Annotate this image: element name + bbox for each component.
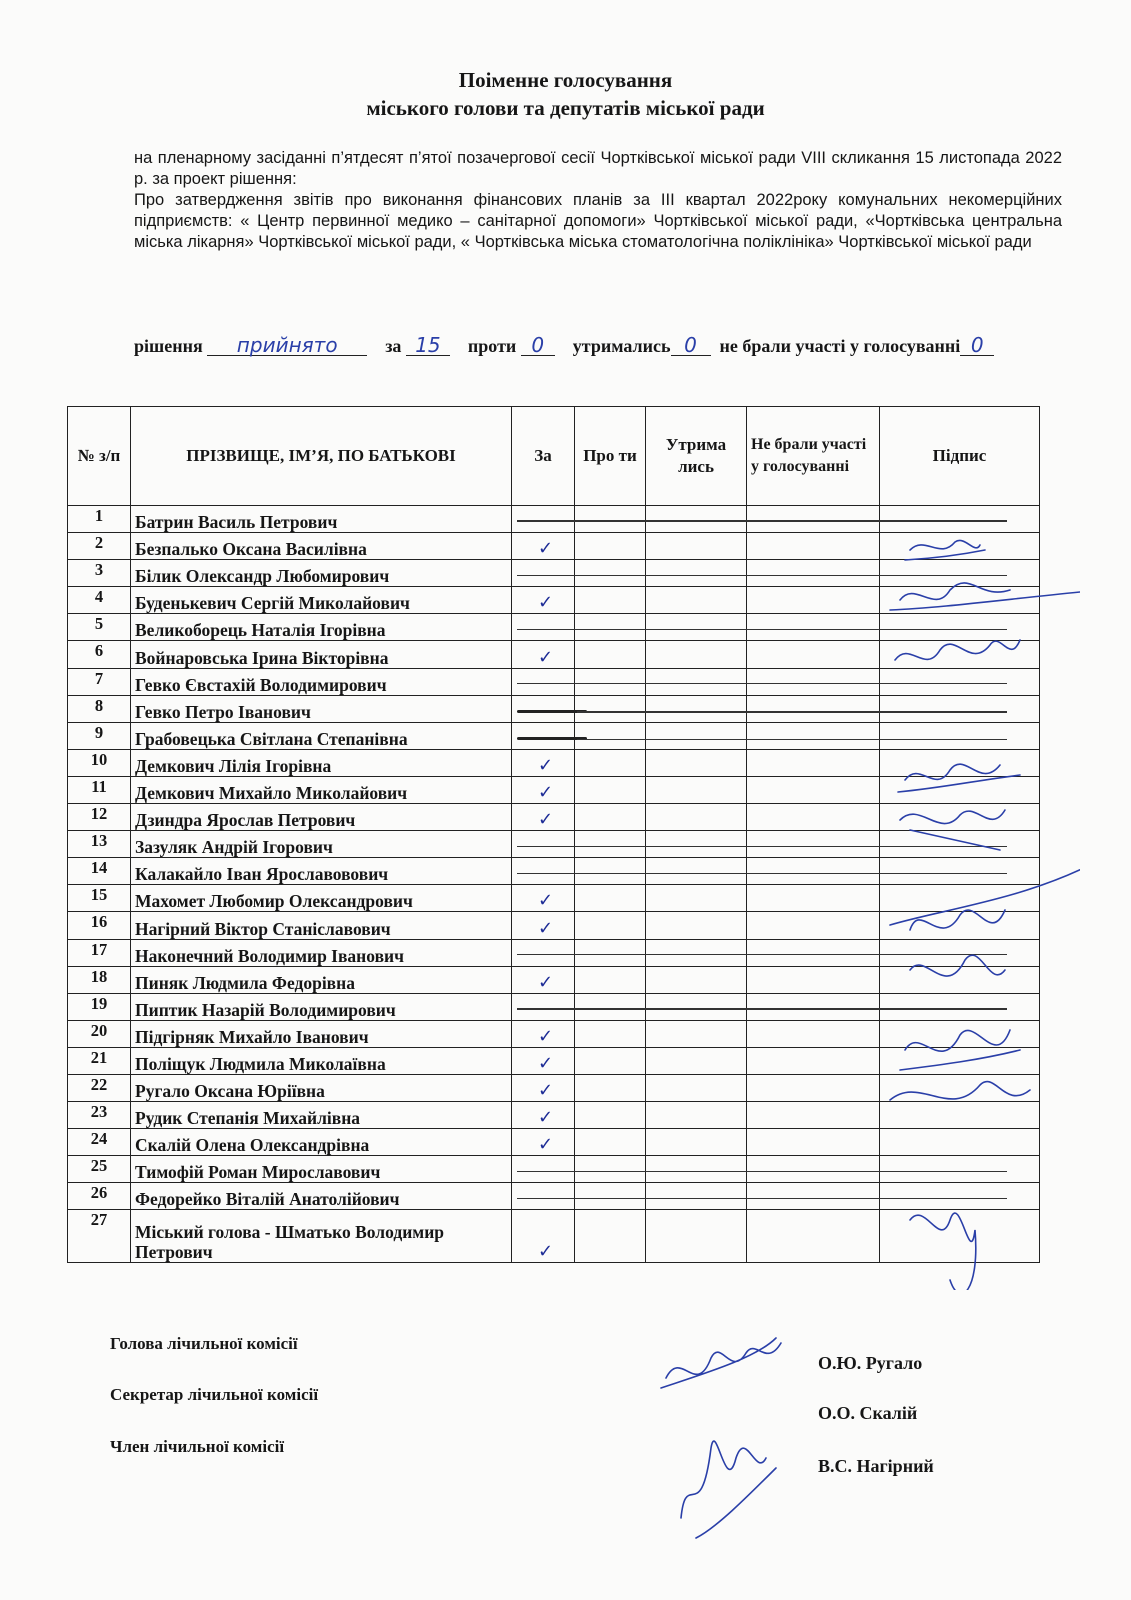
- vote-against-cell: [575, 1020, 646, 1047]
- vote-abstained-cell: [646, 722, 747, 749]
- row-number: 25: [68, 1156, 131, 1183]
- check-mark-icon: ✓: [538, 1107, 554, 1129]
- vote-against-cell: [575, 695, 646, 722]
- signature-scribble: [898, 764, 1020, 792]
- vote-for-cell: [512, 804, 575, 831]
- vote-for-cell: [512, 1183, 575, 1210]
- member-name: Нагірний Віктор Станіславович: [131, 912, 512, 939]
- vote-against-cell: [575, 749, 646, 776]
- vote-for-cell: [512, 912, 575, 939]
- for-label: за: [385, 336, 402, 356]
- row-number: 2: [68, 533, 131, 560]
- check-mark-icon: ✓: [538, 592, 554, 614]
- commission-signatures: [656, 1318, 816, 1548]
- signature-scribble: [910, 1213, 976, 1290]
- session-info: на пленарному засіданні п’ятдесят п’ятої позачергової сесії Чортківської міської ради VIII скликання 15 листопада 2022 р. за проект рішення:: [134, 149, 1062, 188]
- check-mark-icon: ✓: [538, 782, 554, 804]
- vote-abstained-cell: [646, 695, 747, 722]
- row-number: 8: [68, 695, 131, 722]
- signature-scribble: [905, 540, 985, 560]
- row-number: 20: [68, 1020, 131, 1047]
- check-mark-icon: ✓: [538, 646, 554, 668]
- vote-for-cell: [512, 831, 575, 858]
- vote-against-cell: [575, 939, 646, 966]
- vote-abstained-cell: [646, 749, 747, 776]
- vote-against-cell: [575, 1183, 646, 1210]
- vote-against-cell: [575, 831, 646, 858]
- signature-scribble: [910, 955, 1005, 976]
- member-name: В.С. Нагірний: [818, 1456, 934, 1476]
- vote-abstained-cell: [646, 1210, 747, 1263]
- not-voted-cell: [747, 1210, 880, 1263]
- member-name: Федорейко Віталій Анатолійович: [131, 1183, 512, 1210]
- signature-scribble: [890, 865, 1080, 930]
- member-name: Підгірняк Михайло Іванович: [131, 1020, 512, 1047]
- row-number: 17: [68, 939, 131, 966]
- check-mark-icon: ✓: [538, 1134, 554, 1156]
- not-voted-cell: [747, 939, 880, 966]
- vote-abstained-cell: [646, 1129, 747, 1156]
- not-voted-cell: [747, 533, 880, 560]
- vote-for-cell: [512, 533, 575, 560]
- row-number: 12: [68, 804, 131, 831]
- vote-against-cell: [575, 1156, 646, 1183]
- vote-for-cell: [512, 722, 575, 749]
- counting-commission-member-label: Член лічильної комісії: [110, 1437, 285, 1456]
- vote-abstained-cell: [646, 939, 747, 966]
- member-name: Грабовецька Світлана Степанівна: [131, 722, 512, 749]
- vote-against-cell: [575, 966, 646, 993]
- vote-against-cell: [575, 641, 646, 668]
- vote-against-cell: [575, 668, 646, 695]
- session-description: [134, 148, 1062, 253]
- row-number: 9: [68, 722, 131, 749]
- signature-scribble: [890, 1082, 1030, 1100]
- member-name: Ругало Оксана Юріївна: [131, 1074, 512, 1101]
- signature-cell: [880, 506, 1040, 533]
- row-number: 1: [68, 506, 131, 533]
- row-number: 13: [68, 831, 131, 858]
- table-row: [68, 506, 1040, 533]
- vote-abstained-cell: [646, 993, 747, 1020]
- not-voted-cell: [747, 1074, 880, 1101]
- vote-for-cell: [512, 966, 575, 993]
- member-name: Демкович Михайло Миколайович: [131, 776, 512, 803]
- member-name: Гевко Петро Іванович: [131, 695, 512, 722]
- member-name: Міський голова - Шматько Володимир Петрович: [131, 1210, 512, 1263]
- against-count: 0: [521, 335, 555, 356]
- row-number: 23: [68, 1102, 131, 1129]
- row-number: 18: [68, 966, 131, 993]
- check-mark-icon: ✓: [538, 1052, 554, 1074]
- decision-label: рішення: [134, 336, 203, 356]
- row-number: 10: [68, 749, 131, 776]
- abstained-label: утримались: [572, 336, 671, 356]
- not-voted-cell: [747, 749, 880, 776]
- vote-for-cell: [512, 1047, 575, 1074]
- for-count: 15: [406, 335, 450, 356]
- vote-abstained-cell: [646, 776, 747, 803]
- abstained-count: 0: [671, 335, 711, 356]
- vote-for-cell: [512, 587, 575, 614]
- vote-abstained-cell: [646, 966, 747, 993]
- vote-for-cell: [512, 506, 575, 533]
- row-number: 24: [68, 1129, 131, 1156]
- vote-abstained-cell: [646, 1102, 747, 1129]
- vote-abstained-cell: [646, 1156, 747, 1183]
- not-voted-label: не брали участі у голосуванні: [719, 336, 961, 356]
- member-name: Войнаровська Ірина Вікторівна: [131, 641, 512, 668]
- vote-for-cell: [512, 885, 575, 912]
- vote-against-cell: [575, 1047, 646, 1074]
- chair-name: О.Ю. Ругало: [818, 1353, 923, 1373]
- not-voted-cell: [747, 1102, 880, 1129]
- not-voted-cell: [747, 858, 880, 885]
- decision-summary: [134, 334, 1062, 358]
- vote-abstained-cell: [646, 506, 747, 533]
- vote-abstained-cell: [646, 560, 747, 587]
- header-against: Про ти: [575, 407, 646, 506]
- member-name: Наконечний Володимир Іванович: [131, 939, 512, 966]
- member-name: Батрин Василь Петрович: [131, 506, 512, 533]
- not-voted-cell: [747, 804, 880, 831]
- vote-for-cell: [512, 858, 575, 885]
- header-for: За: [512, 407, 575, 506]
- signatures-column: [880, 530, 1080, 1290]
- vote-against-cell: [575, 533, 646, 560]
- vote-abstained-cell: [646, 912, 747, 939]
- vote-against-cell: [575, 885, 646, 912]
- not-voted-cell: [747, 587, 880, 614]
- signature-scribble: [900, 1030, 1020, 1070]
- absence-dash-mark: [517, 520, 1007, 522]
- row-number: 22: [68, 1074, 131, 1101]
- vote-for-cell: [512, 641, 575, 668]
- document-title-line1: Поіменне голосування: [458, 68, 673, 92]
- signature-scribble: [900, 810, 1005, 850]
- member-name: Гевко Євстахій Володимирович: [131, 668, 512, 695]
- header-signature: Підпис: [880, 407, 1040, 506]
- vote-abstained-cell: [646, 1047, 747, 1074]
- member-name: Демкович Лілія Ігорівна: [131, 749, 512, 776]
- vote-for-cell: [512, 1129, 575, 1156]
- row-number: 6: [68, 641, 131, 668]
- header-abstained: Утрима лись: [646, 407, 747, 506]
- row-number: 4: [68, 587, 131, 614]
- member-name: Білик Олександр Любомирович: [131, 560, 512, 587]
- not-voted-cell: [747, 885, 880, 912]
- check-mark-icon: ✓: [538, 917, 554, 939]
- check-mark-icon: ✓: [538, 754, 554, 776]
- not-voted-cell: [747, 614, 880, 641]
- counting-commission-chair-label: Голова лічильної комісії: [110, 1334, 298, 1353]
- not-voted-cell: [747, 1047, 880, 1074]
- vote-against-cell: [575, 1210, 646, 1263]
- member-name: Тимофій Роман Мирославович: [131, 1156, 512, 1183]
- vote-for-cell: [512, 614, 575, 641]
- header-not-voted: Не брали участі у голосуванні: [747, 407, 880, 506]
- vote-abstained-cell: [646, 1183, 747, 1210]
- secretary-name: О.О. Скалій: [818, 1403, 918, 1423]
- vote-against-cell: [575, 560, 646, 587]
- row-number: 14: [68, 858, 131, 885]
- vote-against-cell: [575, 614, 646, 641]
- draft-decision-subject: Про затвердження звітів про виконання фінансових планів за ІІІ квартал 2022року комунальних некомерційних підприємств: « Центр первинної медико – санітарної допомоги» Чортківської міської ради, «Чортківська центральна міська лікарня» Чортківської міської ради, « Чортківська міська стоматологічна поліклініка» Чортківської міської ради: [134, 191, 1062, 251]
- vote-abstained-cell: [646, 614, 747, 641]
- not-voted-cell: [747, 912, 880, 939]
- member-name: Поліщук Людмила Миколаївна: [131, 1047, 512, 1074]
- not-voted-cell: [747, 560, 880, 587]
- vote-abstained-cell: [646, 668, 747, 695]
- vote-against-cell: [575, 506, 646, 533]
- vote-for-cell: [512, 749, 575, 776]
- vote-for-cell: [512, 1210, 575, 1263]
- vote-abstained-cell: [646, 858, 747, 885]
- vote-against-cell: [575, 993, 646, 1020]
- decision-value: прийнято: [207, 335, 367, 356]
- check-mark-icon: ✓: [538, 1080, 554, 1102]
- not-voted-cell: [747, 1020, 880, 1047]
- member-name: Дзиндра Ярослав Петрович: [131, 804, 512, 831]
- vote-against-cell: [575, 1074, 646, 1101]
- member-name: Пиптик Назарій Володимирович: [131, 993, 512, 1020]
- signature-scribble: [895, 640, 1020, 660]
- not-voted-cell: [747, 831, 880, 858]
- not-voted-cell: [747, 993, 880, 1020]
- vote-against-cell: [575, 1129, 646, 1156]
- member-name: Пиняк Людмила Федорівна: [131, 966, 512, 993]
- vote-for-cell: [512, 668, 575, 695]
- row-number: 26: [68, 1183, 131, 1210]
- not-voted-cell: [747, 695, 880, 722]
- check-mark-icon: ✓: [538, 1241, 554, 1263]
- check-mark-icon: ✓: [538, 971, 554, 993]
- check-mark-icon: ✓: [538, 809, 554, 831]
- check-mark-icon: ✓: [538, 890, 554, 912]
- not-voted-cell: [747, 966, 880, 993]
- row-number: 11: [68, 776, 131, 803]
- member-name: Рудик Степанія Михайлівна: [131, 1102, 512, 1129]
- vote-against-cell: [575, 804, 646, 831]
- member-name: Буденькевич Сергій Миколайович: [131, 587, 512, 614]
- vote-for-cell: [512, 993, 575, 1020]
- vote-for-cell: [512, 1074, 575, 1101]
- row-number: 16: [68, 912, 131, 939]
- row-number: 7: [68, 668, 131, 695]
- not-voted-cell: [747, 1129, 880, 1156]
- row-number: 27: [68, 1210, 131, 1263]
- not-voted-cell: [747, 668, 880, 695]
- chair-signature: [661, 1338, 781, 1388]
- row-number: 19: [68, 993, 131, 1020]
- against-label: проти: [467, 336, 517, 356]
- vote-against-cell: [575, 776, 646, 803]
- vote-abstained-cell: [646, 1020, 747, 1047]
- header-name: ПРІЗВИЩЕ, ІМ’Я, ПО БАТЬКОВІ: [131, 407, 512, 506]
- vote-abstained-cell: [646, 885, 747, 912]
- check-mark-icon: ✓: [538, 538, 554, 560]
- not-voted-count: 0: [960, 335, 994, 356]
- vote-for-cell: [512, 560, 575, 587]
- vote-for-cell: [512, 939, 575, 966]
- check-mark-icon: ✓: [538, 1025, 554, 1047]
- member-name: Великоборець Наталія Ігорівна: [131, 614, 512, 641]
- not-voted-cell: [747, 506, 880, 533]
- vote-for-cell: [512, 1156, 575, 1183]
- member-name: Безпалько Оксана Василівна: [131, 533, 512, 560]
- vote-abstained-cell: [646, 641, 747, 668]
- table-header-row: [68, 407, 1040, 506]
- document-title-line2: міського голови та депутатів міської ради: [366, 96, 765, 120]
- vote-against-cell: [575, 722, 646, 749]
- vote-abstained-cell: [646, 1074, 747, 1101]
- vote-against-cell: [575, 587, 646, 614]
- member-name: Скалій Олена Олександрівна: [131, 1129, 512, 1156]
- row-number: 15: [68, 885, 131, 912]
- vote-abstained-cell: [646, 804, 747, 831]
- row-number: 3: [68, 560, 131, 587]
- vote-abstained-cell: [646, 831, 747, 858]
- row-number: 21: [68, 1047, 131, 1074]
- vote-abstained-cell: [646, 587, 747, 614]
- member-signature: [681, 1441, 776, 1538]
- vote-against-cell: [575, 912, 646, 939]
- vote-for-cell: [512, 776, 575, 803]
- counting-commission-secretary-label: Секретар лічильної комісії: [110, 1385, 319, 1404]
- vote-for-cell: [512, 695, 575, 722]
- not-voted-cell: [747, 641, 880, 668]
- vote-for-cell: [512, 1020, 575, 1047]
- member-name: Зазуляк Андрій Ігорович: [131, 831, 512, 858]
- member-name: Калакайло Іван Ярославовович: [131, 858, 512, 885]
- not-voted-cell: [747, 722, 880, 749]
- vote-abstained-cell: [646, 533, 747, 560]
- header-number: № з/п: [68, 407, 131, 506]
- vote-against-cell: [575, 858, 646, 885]
- row-number: 5: [68, 614, 131, 641]
- not-voted-cell: [747, 1183, 880, 1210]
- vote-for-cell: [512, 1102, 575, 1129]
- not-voted-cell: [747, 776, 880, 803]
- signature-scribble: [890, 583, 1080, 610]
- vote-against-cell: [575, 1102, 646, 1129]
- not-voted-cell: [747, 1156, 880, 1183]
- member-name: Махомет Любомир Олександрович: [131, 885, 512, 912]
